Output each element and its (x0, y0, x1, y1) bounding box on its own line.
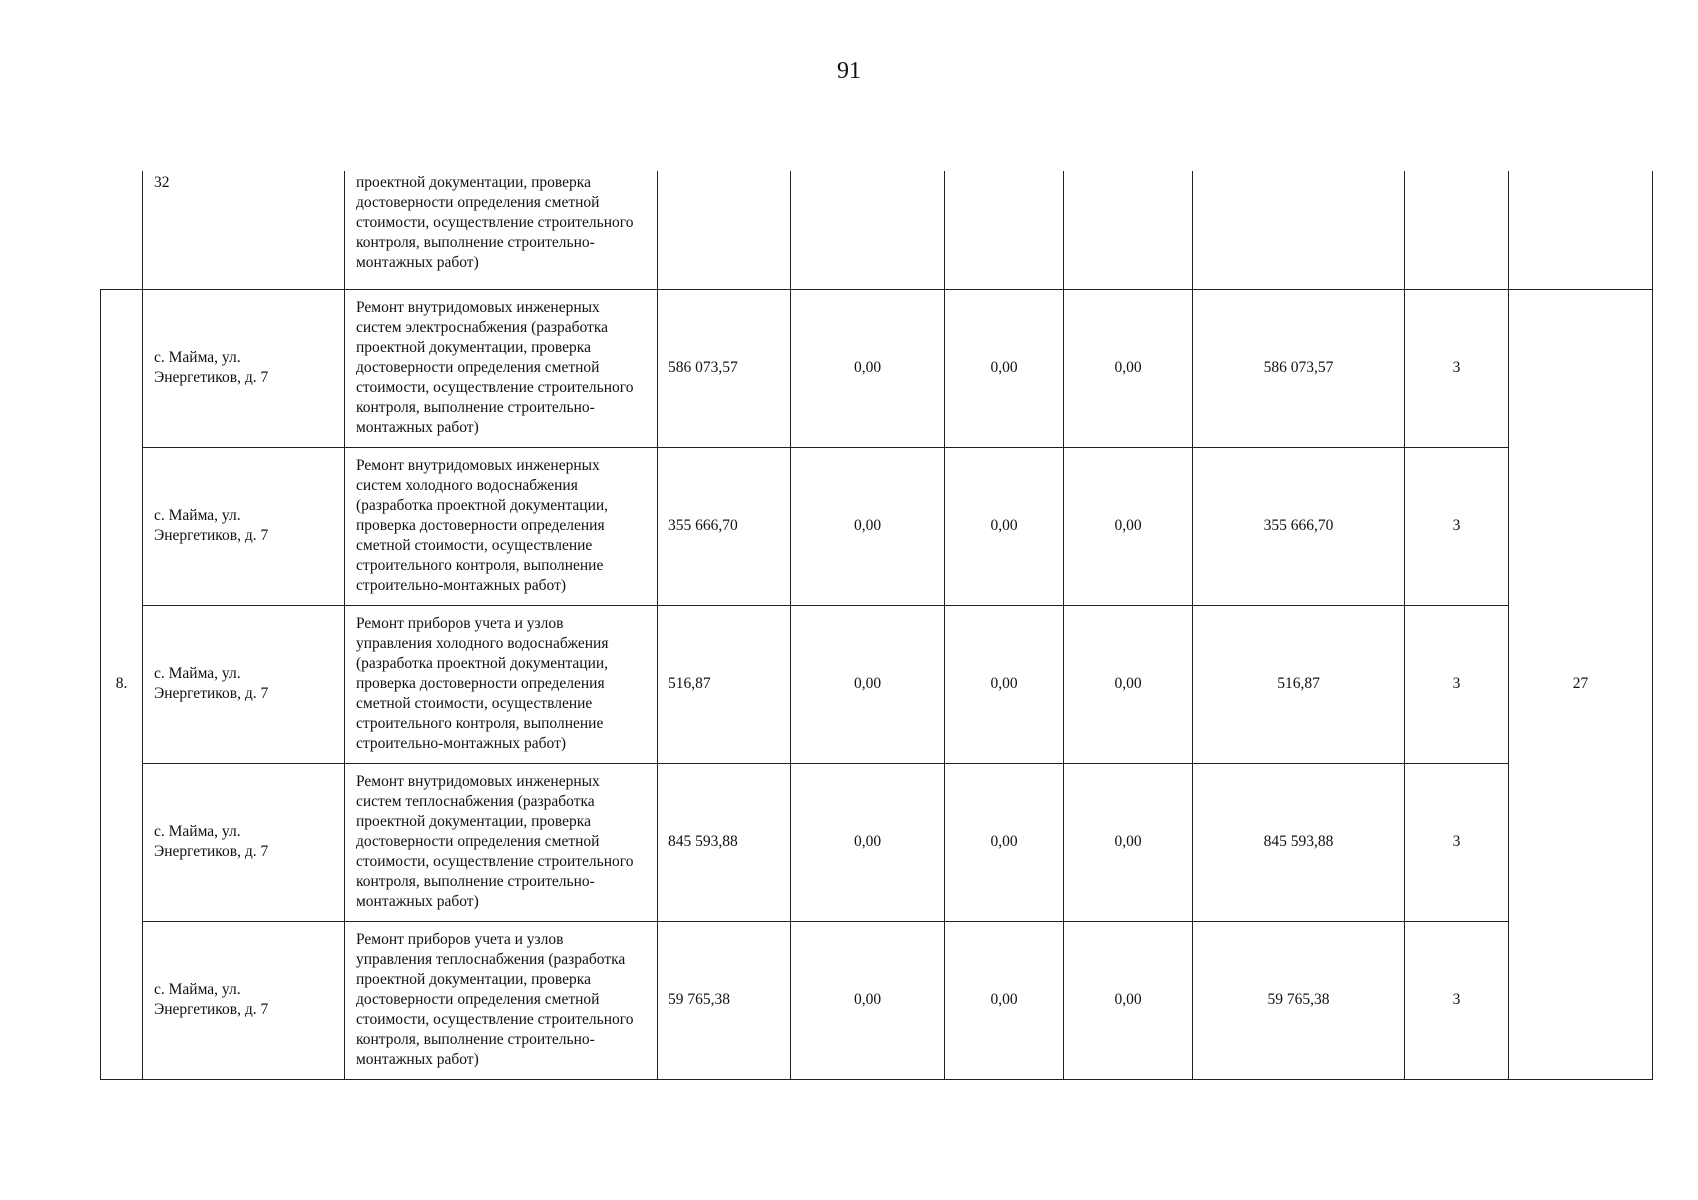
work-description-cell: Ремонт приборов учета и узлов управления холодного водоснабжения (разработка проектной документации, проверка достоверности определения сметной стоимости, осуществление строительного контроля, выполнение строительно-монтажных работ) (345, 605, 658, 763)
cost-cell: 516,87 (658, 605, 791, 763)
owner-funds-cell: 0,00 (1064, 289, 1193, 447)
address-cell: с. Майма, ул. Энергетиков, д. 7 (143, 605, 345, 763)
page-number: 91 (837, 58, 861, 84)
budget-cell: 0,00 (945, 289, 1064, 447)
cost-cell (658, 171, 791, 289)
fund-cell (791, 171, 945, 289)
address-cell: с. Майма, ул. Энергетиков, д. 7 (143, 921, 345, 1079)
owner-funds-cell: 0,00 (1064, 763, 1193, 921)
table-row (101, 289, 1653, 447)
total-cost-cell (1193, 171, 1405, 289)
budget-cell (945, 171, 1064, 289)
total-cost-cell: 355 666,70 (1193, 447, 1405, 605)
quarter-cell: 3 (1405, 289, 1509, 447)
work-description-cell: проектной документации, проверка достоверности определения сметной стоимости, осуществление строительного контроля, выполнение строительно- монтажных работ) (345, 171, 658, 289)
work-description-cell: Ремонт внутридомовых инженерных систем теплоснабжения (разработка проектной документации, проверка достоверности определения сметной стоимости, осуществление строительного контроля, выполнение строительно- монтажных работ) (345, 763, 658, 921)
budget-cell: 0,00 (945, 605, 1064, 763)
fund-cell: 0,00 (791, 921, 945, 1079)
fund-cell: 0,00 (791, 289, 945, 447)
table-row (101, 921, 1653, 1079)
budget-cell: 0,00 (945, 447, 1064, 605)
quarter-cell: 3 (1405, 447, 1509, 605)
fund-cell: 0,00 (791, 605, 945, 763)
owner-funds-cell: 0,00 (1064, 447, 1193, 605)
table-row (101, 763, 1653, 921)
cost-cell: 845 593,88 (658, 763, 791, 921)
continued-row (101, 171, 1653, 289)
total-cost-cell: 516,87 (1193, 605, 1405, 763)
fund-cell: 0,00 (791, 447, 945, 605)
work-description-cell: Ремонт внутридомовых инженерных систем холодного водоснабжения (разработка проектной документации, проверка достоверности определения сметной стоимости, осуществление строительного контроля, выполнение строительно-монтажных работ) (345, 447, 658, 605)
group-total-cell: 27 (1509, 289, 1653, 1079)
total-cost-cell: 59 765,38 (1193, 921, 1405, 1079)
total-cost-cell: 586 073,57 (1193, 289, 1405, 447)
total-cost-cell: 845 593,88 (1193, 763, 1405, 921)
fund-cell: 0,00 (791, 763, 945, 921)
budget-cell: 0,00 (945, 763, 1064, 921)
quarter-cell (1405, 171, 1509, 289)
owner-funds-cell: 0,00 (1064, 605, 1193, 763)
address-cell: с. Майма, ул. Энергетиков, д. 7 (143, 763, 345, 921)
quarter-cell: 3 (1405, 921, 1509, 1079)
owner-funds-cell (1064, 171, 1193, 289)
work-description-cell: Ремонт внутридомовых инженерных систем электроснабжения (разработка проектной документации, проверка достоверности определения сметной стоимости, осуществление строительного контроля, выполнение строительно- монтажных работ) (345, 289, 658, 447)
quarter-cell: 3 (1405, 763, 1509, 921)
repair-plan-table (100, 171, 1653, 1080)
address-cell: с. Майма, ул. Энергетиков, д. 7 (143, 447, 345, 605)
cost-cell: 59 765,38 (658, 921, 791, 1079)
address-cell: с. Майма, ул. Энергетиков, д. 7 (143, 289, 345, 447)
address-cell: 32 (143, 171, 345, 289)
work-description-cell: Ремонт приборов учета и узлов управления теплоснабжения (разработка проектной документации, проверка достоверности определения сметной стоимости, осуществление строительного контроля, выполнение строительно- монтажных работ) (345, 921, 658, 1079)
index-cell (101, 171, 143, 289)
budget-cell: 0,00 (945, 921, 1064, 1079)
group-index-cell: 8. (101, 289, 143, 1079)
table-row (101, 447, 1653, 605)
group-total-cell (1509, 171, 1653, 289)
quarter-cell: 3 (1405, 605, 1509, 763)
cost-cell: 355 666,70 (658, 447, 791, 605)
cost-cell: 586 073,57 (658, 289, 791, 447)
table-row (101, 605, 1653, 763)
owner-funds-cell: 0,00 (1064, 921, 1193, 1079)
